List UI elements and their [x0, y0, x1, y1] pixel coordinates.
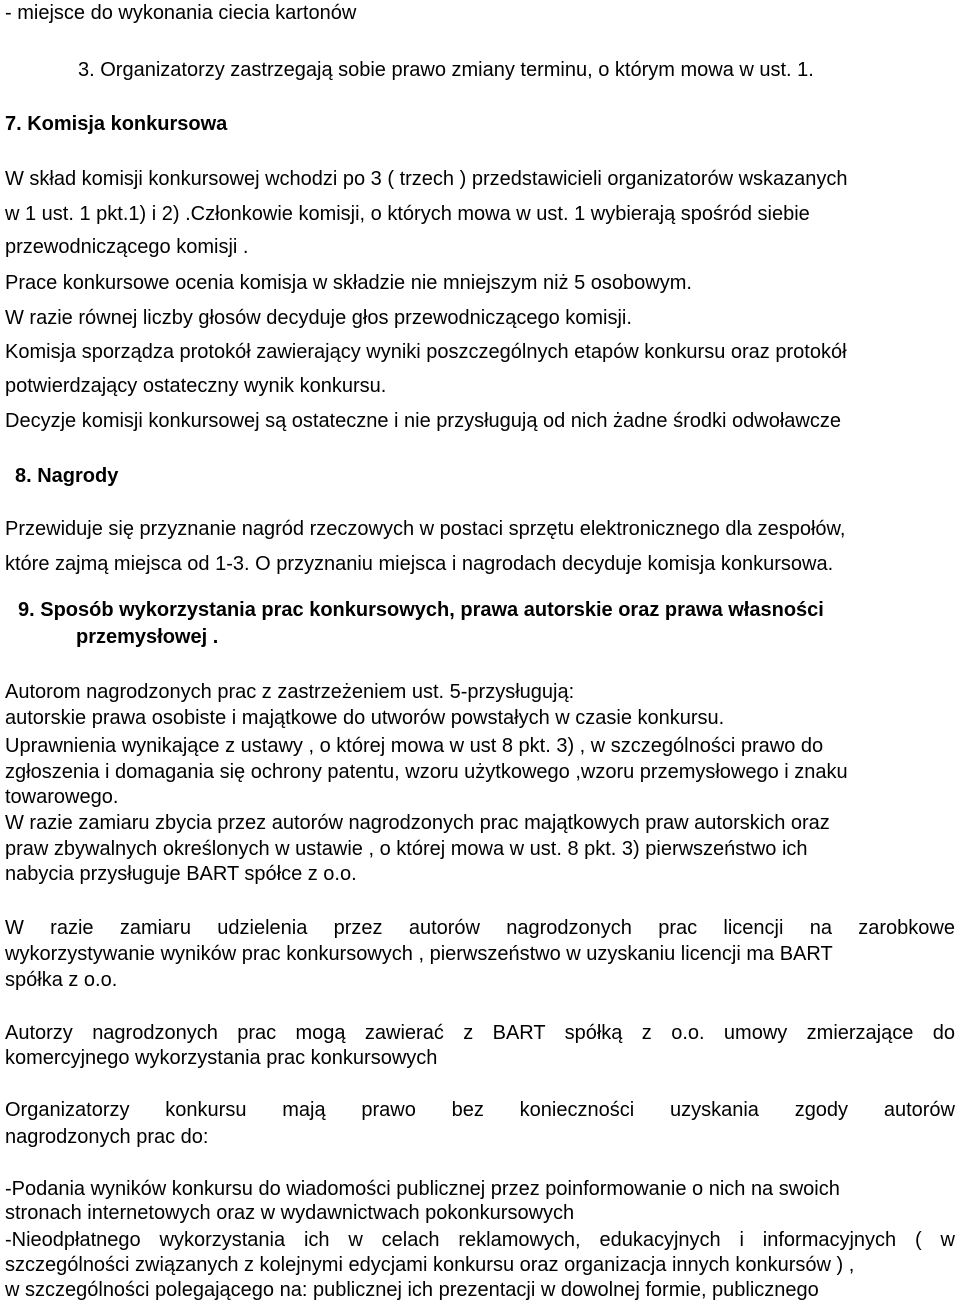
text-line: Przewiduje się przyznanie nagród rzeczowych w postaci sprzętu elektronicznego dla zespołów, [5, 518, 846, 540]
text-line: -Podania wyników konkursu do wiadomości publicznej przez poinformowanie o nich na swoich [5, 1178, 840, 1200]
text-line: nagrodzonych prac do: [5, 1126, 209, 1148]
text-line: -Nieodpłatnego wykorzystania ich w celach reklamowych, edukacyjnych i informacyjnych ( w [5, 1229, 955, 1251]
text-line: Organizatorzy konkursu mają prawo bez konieczności uzyskania zgody autorów [5, 1099, 955, 1121]
text-line: stronach internetowych oraz w wydawnictwach pokonkursowych [5, 1202, 575, 1224]
text-line: autorskie prawa osobiste i majątkowe do utworów powstałych w czasie konkursu. [5, 707, 725, 729]
text-line: praw zbywalnych określonych w ustawie , o której mowa w ust. 8 pkt. 3) pierwszeństwo ich [5, 838, 808, 860]
section-heading: 7. Komisja konkursowa [5, 113, 228, 135]
text-line: potwierdzający ostateczny wynik konkursu. [5, 375, 387, 397]
text-line: Autorzy nagrodzonych prac mogą zawierać z BART spółką z o.o. umowy zmierzające do [5, 1022, 955, 1044]
text-line: Decyzje komisji konkursowej są ostateczne i nie przysługują od nich żadne środki odwoławcze [5, 410, 841, 432]
text-line: Autorom nagrodzonych prac z zastrzeżeniem ust. 5-przysługują: [5, 681, 575, 703]
text-line: komercyjnego wykorzystania prac konkursowych [5, 1047, 438, 1069]
section-heading: 9. Sposób wykorzystania prac konkursowych, prawa autorskie oraz prawa własności [18, 599, 824, 621]
text-line: spółka z o.o. [5, 969, 118, 991]
text-line: towarowego. [5, 786, 119, 808]
text-line: W razie zamiaru zbycia przez autorów nagrodzonych prac majątkowych praw autorskich oraz [5, 812, 830, 834]
text-line: szczególności związanych z kolejnymi edycjami konkursu oraz organizacja innych konkursów ) , [5, 1254, 855, 1276]
text-line: W skład komisji konkursowej wchodzi po 3 ( trzech ) przedstawicieli organizatorów wskazanych [5, 168, 848, 190]
text-line: Komisja sporządza protokół zawierający wyniki poszczególnych etapów konkursu oraz protokół [5, 341, 847, 363]
text-line: które zajmą miejsca od 1-3. O przyznaniu miejsca i nagrodach decyduje komisja konkursowa. [5, 553, 834, 575]
text-line: zgłoszenia i domagania się ochrony patentu, wzoru użytkowego ,wzoru przemysłowego i znaku [5, 761, 848, 783]
text-line: - miejsce do wykonania ciecia kartonów [5, 2, 357, 24]
text-line: Uprawnienia wynikające z ustawy , o której mowa w ust 8 pkt. 3) , w szczególności prawo do [5, 735, 824, 757]
text-line: w 1 ust. 1 pkt.1) i 2) .Członkowie komisji, o których mowa w ust. 1 wybierają spośród siebie [5, 203, 810, 225]
text-line: w szczególności polegającego na: publicznej ich prezentacji w dowolnej formie, publicznego [5, 1279, 819, 1301]
section-heading: przemysłowej . [76, 626, 219, 648]
text-line: nabycia przysługuje BART spółce z o.o. [5, 863, 357, 885]
text-line: przewodniczącego komisji . [5, 236, 249, 258]
text-line: 3. Organizatorzy zastrzegają sobie prawo zmiany terminu, o którym mowa w ust. 1. [78, 59, 814, 81]
section-heading: 8. Nagrody [15, 465, 119, 487]
text-line: wykorzystywanie wyników prac konkursowych , pierwszeństwo w uzyskaniu licencji ma BART [5, 943, 833, 965]
text-line: W razie zamiaru udzielenia przez autorów nagrodzonych prac licencji na zarobkowe [5, 917, 955, 939]
text-line: Prace konkursowe ocenia komisja w składzie nie mniejszym niż 5 osobowym. [5, 272, 692, 294]
text-line: W razie równej liczby głosów decyduje głos przewodniczącego komisji. [5, 307, 632, 329]
